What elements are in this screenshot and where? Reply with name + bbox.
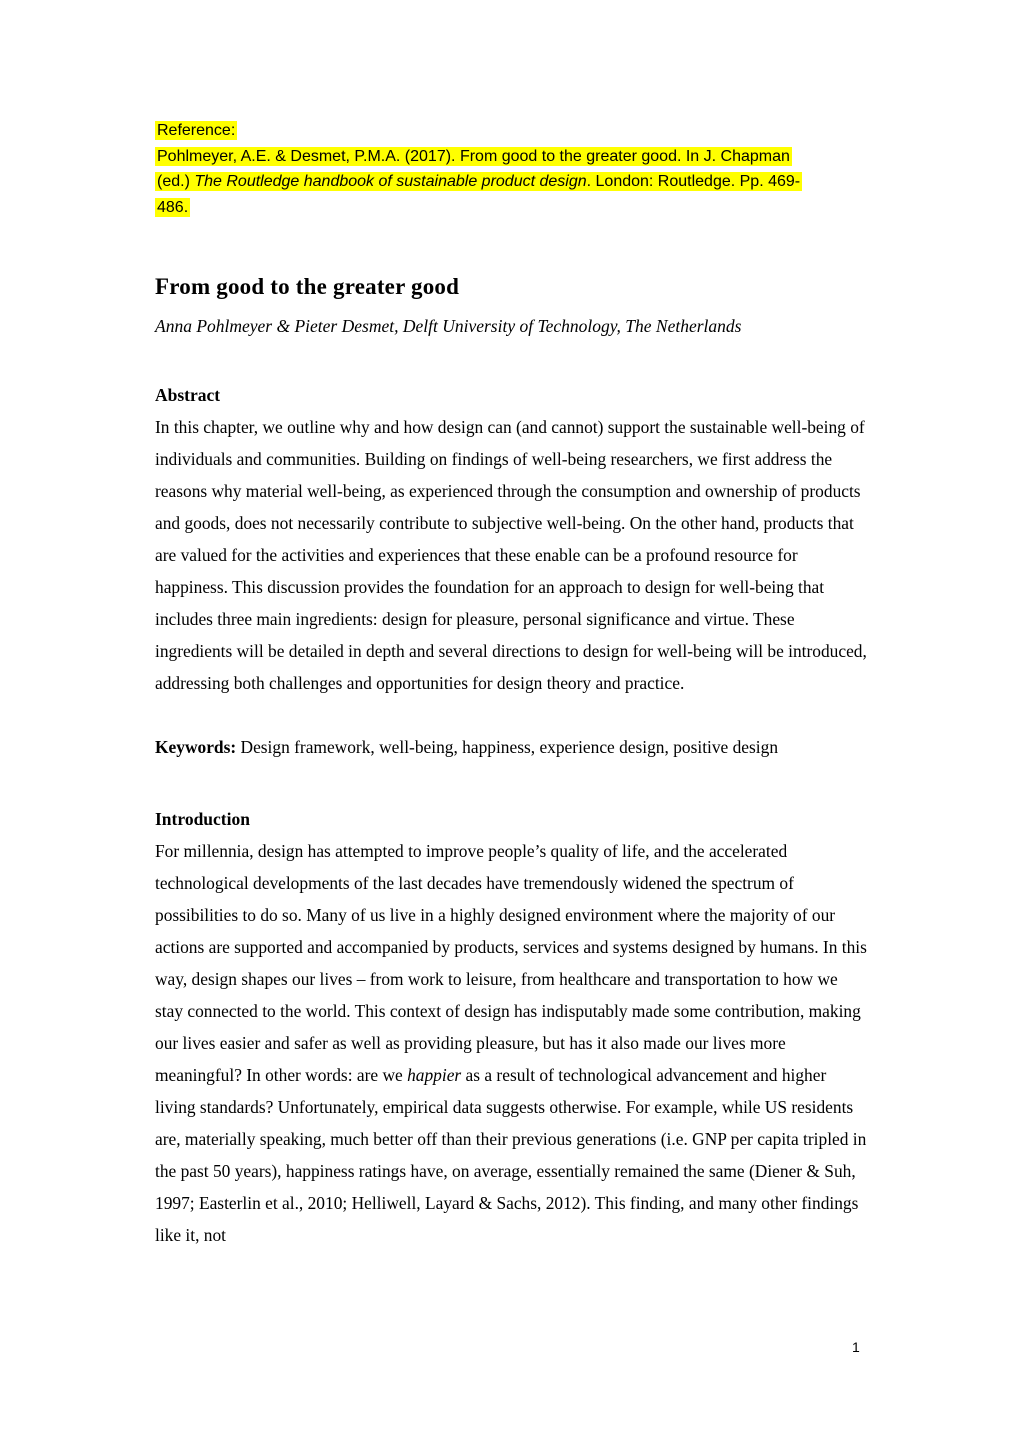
abstract-paragraph: In this chapter, we outline why and how design can (and cannot) support the sustainable well-being of individuals and communities. Building on findings of well-being researchers, we first address the reasons why material well-being, as experienced through the consumption and ownership of products and goods, does not necessarily contribute to subjective well-being. On the other hand, products that are valued for the activities and experiences that these enable can be a profound resource for happiness. This discussion provides the foundation for an approach to design for well-being that includes three main ingredients: design for pleasure, personal significance and virtue. These ingredients will be detailed in depth and several directions to design for well-being will be introduced, addressing both challenges and opportunities for design theory and practice. [155,417,867,693]
author-byline: Anna Pohlmeyer & Pieter Desmet, Delft University of Technology, The Netherlands [155,316,742,336]
chapter-title: From good to the greater good [155,274,460,299]
keywords-label: Keywords: [155,737,237,757]
reference-citation-line: Pohlmeyer, A.E. & Desmet, P.M.A. (2017). From good to the greater good. In J. Chapman [157,147,790,165]
page-content [155,0,867,1251]
reference-line [155,169,867,195]
introduction-heading: Introduction [155,809,250,829]
reference-citation-post: . London: Routledge. Pp. 469- [586,173,801,190]
reference-block [155,118,867,220]
keywords-line [155,731,867,763]
introduction-italic-word: happier [407,1065,462,1085]
introduction-paragraph [155,835,867,1251]
reference-label: Reference: [157,122,236,139]
reference-citation-pre: (ed.) [157,173,195,190]
reference-line [155,118,867,144]
introduction-text-post: as a result of technological advancement and higher living standards? Unfortunately, empirical data suggests otherwise. For example, while US residents are, materially speaking, much better off than their previous generations (i.e. GNP per capita tripled in the past 50 years), happiness ratings have, on average, essentially remained the same (Diener & Suh, 1997; Easterlin et al., 2010; Helliwell, Layard & Sachs, 2012). This finding, and many other findings like it, not [155,1065,867,1245]
keywords-text: Design framework, well-being, happiness, experience design, positive design [236,737,779,757]
reference-line [155,195,867,221]
abstract-heading: Abstract [155,385,221,405]
page-number: 1 [852,1339,860,1355]
reference-citation-line: 486. [157,198,189,216]
introduction-text-pre: For millennia, design has attempted to improve people’s quality of life, and the accelerated technological developments of the last decades have tremendously widened the spectrum of possibilities to do so. Many of us live in a highly designed environment where the majority of our actions are supported and accompanied by products, services and systems designed by humans. In this way, design shapes our lives – from work to leisure, from healthcare and transportation to how we stay connected to the world. This context of design has indisputably made some contribution, making our lives easier and safer as well as providing pleasure, but has it also made our lives more meaningful? In other words: are we [155,841,867,1085]
reference-line [155,144,867,170]
reference-book-title: The Routledge handbook of sustainable product design [194,173,587,190]
reference-citation-line [155,172,802,191]
